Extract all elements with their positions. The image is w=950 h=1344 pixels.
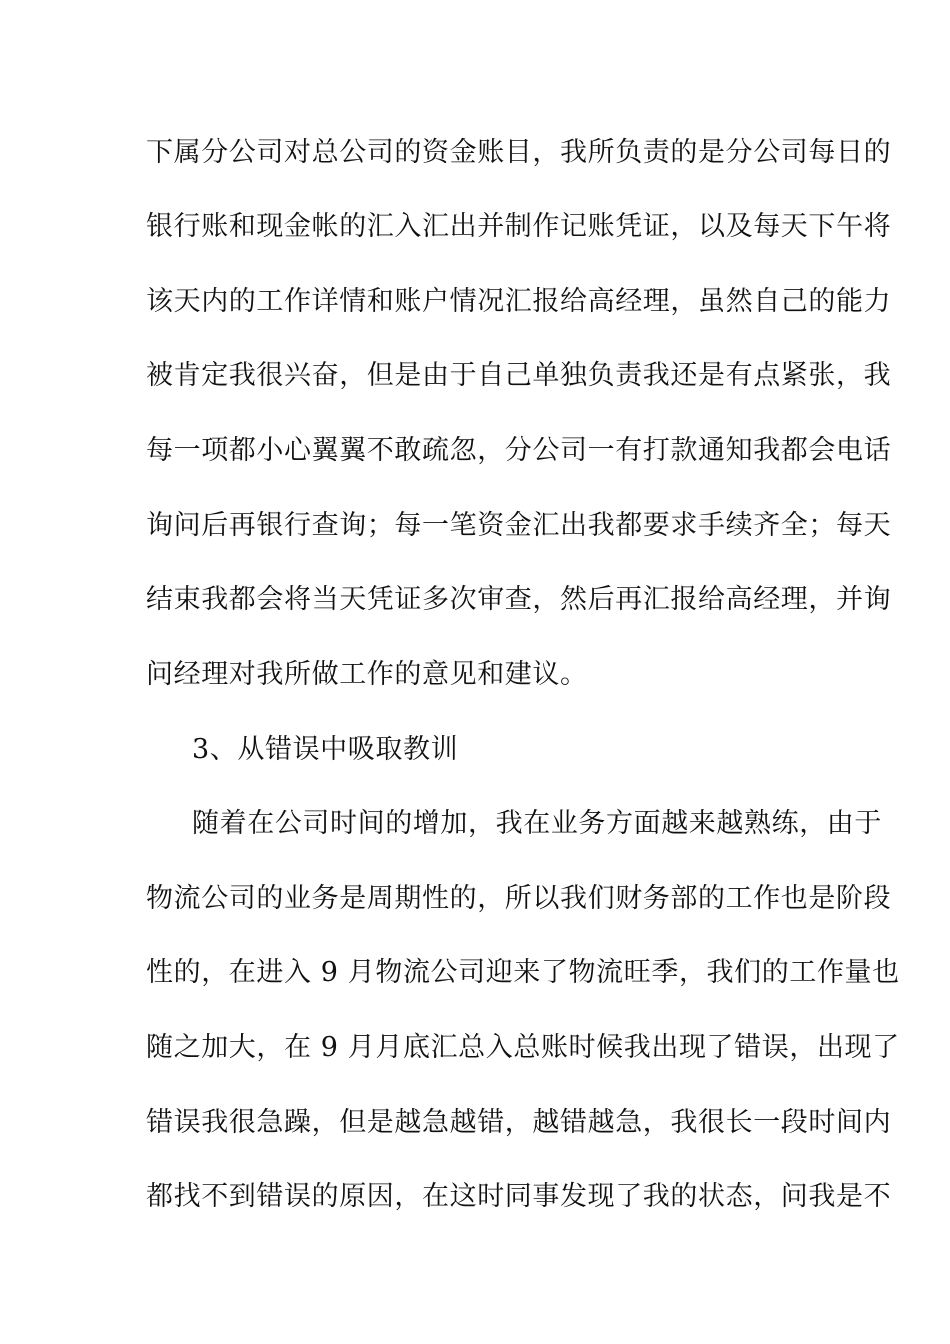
paragraph-line: 性的，在进入 9 月物流公司迎来了物流旺季，我们的工作量也 <box>146 957 900 988</box>
paragraph-line: 物流公司的业务是周期性的，所以我们财务部的工作也是阶段 <box>146 883 892 914</box>
paragraph-line: 询问后再银行查询；每一笔资金汇出我都要求手续齐全；每天 <box>146 510 892 541</box>
paragraph-line: 该天内的工作详情和账户情况汇报给高经理，虽然自己的能力 <box>146 286 892 317</box>
paragraph-line: 随着在公司时间的增加，我在业务方面越来越熟练，由于 <box>192 808 882 839</box>
paragraph-line: 每一项都小心翼翼不敢疏忽，分公司一有打款通知我都会电话 <box>146 435 892 466</box>
paragraph-line: 错误我很急躁，但是越急越错，越错越急，我很长一段时间内 <box>146 1107 892 1138</box>
paragraph-line: 银行账和现金帐的汇入汇出并制作记账凭证，以及每天下午将 <box>146 211 892 242</box>
paragraph-line: 都找不到错误的原因，在这时同事发现了我的状态，问我是不 <box>146 1181 892 1212</box>
section-heading: 3、从错误中吸取教训 <box>192 734 459 765</box>
paragraph-line: 随之加大，在 9 月月底汇总入总账时候我出现了错误，出现了 <box>146 1032 900 1063</box>
paragraph-line: 下属分公司对总公司的资金账目，我所负责的是分公司每日的 <box>146 137 892 168</box>
paragraph-line: 结束我都会将当天凭证多次审查，然后再汇报给高经理，并询 <box>146 584 892 615</box>
paragraph-line: 问经理对我所做工作的意见和建议。 <box>146 659 588 690</box>
paragraph-line: 被肯定我很兴奋，但是由于自己单独负责我还是有点紧张，我 <box>146 360 892 391</box>
